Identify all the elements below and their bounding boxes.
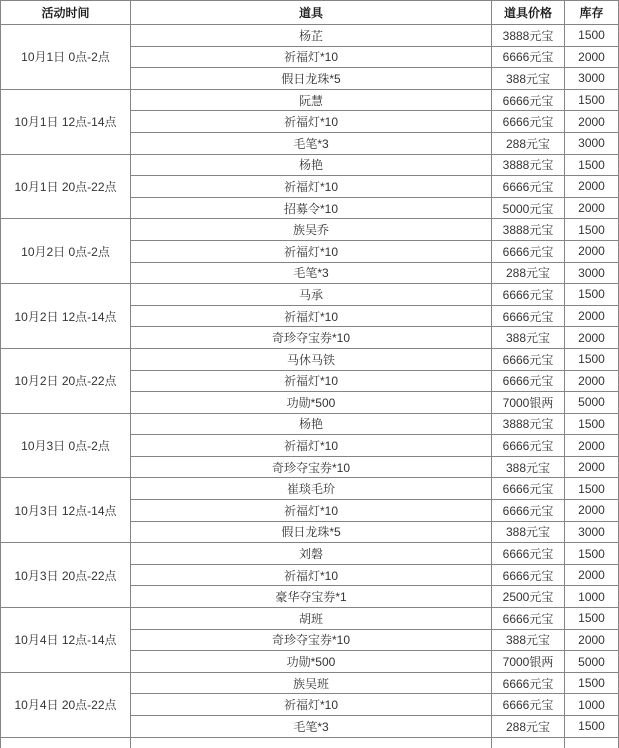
price-cell: 6666元宝 <box>492 89 565 111</box>
stock-cell: 2000 <box>565 564 619 586</box>
price-cell: 6666元宝 <box>492 478 565 500</box>
item-cell: 祈福灯*10 <box>131 435 492 457</box>
stock-cell: 2000 <box>565 240 619 262</box>
time-cell: 10月1日 12点-14点 <box>1 89 131 154</box>
time-cell: 10月4日 12点-14点 <box>1 608 131 673</box>
item-cell: 崔琰毛玠 <box>131 478 492 500</box>
time-cell: 10月2日 20点-22点 <box>1 348 131 413</box>
time-cell: 10月3日 0点-2点 <box>1 413 131 478</box>
price-cell: 388元宝 <box>492 629 565 651</box>
item-cell: 假日龙珠*5 <box>131 68 492 90</box>
item-cell: 杨芷 <box>131 25 492 47</box>
price-cell: 6666元宝 <box>492 672 565 694</box>
column-header-item-price: 道具价格 <box>492 1 565 25</box>
price-cell: 2500元宝 <box>492 586 565 608</box>
item-cell: 毛笔*3 <box>131 716 492 738</box>
price-cell: 5000元宝 <box>492 197 565 219</box>
price-cell: 388元宝 <box>492 456 565 478</box>
stock-cell: 2000 <box>565 629 619 651</box>
item-cell: 毛笔*3 <box>131 262 492 284</box>
table-row <box>1 89 619 111</box>
item-cell: 祈福灯*10 <box>131 176 492 198</box>
price-cell: 3888元宝 <box>492 219 565 241</box>
stock-cell: 2000 <box>565 197 619 219</box>
stock-cell: 1000 <box>565 586 619 608</box>
stock-cell: 1500 <box>565 25 619 47</box>
table-row-partial <box>1 737 619 748</box>
stock-cell: 3000 <box>565 68 619 90</box>
table-row <box>1 154 619 176</box>
item-cell: 杨艳 <box>131 154 492 176</box>
item-cell: 杨艳 <box>131 413 492 435</box>
item-cell: 祈福灯*10 <box>131 564 492 586</box>
price-cell: 6666元宝 <box>492 284 565 306</box>
stock-cell: 2000 <box>565 327 619 349</box>
table-row <box>1 543 619 565</box>
price-cell: 6666元宝 <box>492 608 565 630</box>
table-row <box>1 348 619 370</box>
item-cell: 功勋*500 <box>131 392 492 414</box>
item-cell: 毛笔*3 <box>131 132 492 154</box>
stock-cell: 1500 <box>565 608 619 630</box>
item-cell: 马承 <box>131 284 492 306</box>
item-cell: 祈福灯*10 <box>131 46 492 68</box>
stock-cell: 1500 <box>565 716 619 738</box>
stock-cell: 2000 <box>565 46 619 68</box>
column-header-item: 道具 <box>131 1 492 25</box>
stock-cell: 1500 <box>565 413 619 435</box>
item-cell: 祈福灯*10 <box>131 500 492 522</box>
price-cell: 388元宝 <box>492 327 565 349</box>
stock-cell: 1500 <box>565 348 619 370</box>
stock-cell <box>565 737 619 748</box>
price-cell <box>492 737 565 748</box>
time-cell: 10月1日 0点-2点 <box>1 25 131 90</box>
item-cell: 马休马铁 <box>131 348 492 370</box>
price-cell: 6666元宝 <box>492 176 565 198</box>
stock-cell: 2000 <box>565 500 619 522</box>
price-cell: 288元宝 <box>492 262 565 284</box>
time-cell: 10月1日 20点-22点 <box>1 154 131 219</box>
stock-cell: 1500 <box>565 672 619 694</box>
item-cell: 祈福灯*10 <box>131 694 492 716</box>
table-row <box>1 284 619 306</box>
stock-cell: 5000 <box>565 392 619 414</box>
stock-cell: 1500 <box>565 89 619 111</box>
table-row <box>1 478 619 500</box>
price-cell: 6666元宝 <box>492 435 565 457</box>
stock-cell: 2000 <box>565 370 619 392</box>
stock-cell: 2000 <box>565 111 619 133</box>
item-cell: 刘磐 <box>131 543 492 565</box>
price-cell: 6666元宝 <box>492 111 565 133</box>
price-cell: 6666元宝 <box>492 46 565 68</box>
time-cell: 10月3日 20点-22点 <box>1 543 131 608</box>
price-cell: 6666元宝 <box>492 240 565 262</box>
table-row <box>1 608 619 630</box>
price-cell: 6666元宝 <box>492 500 565 522</box>
stock-cell: 2000 <box>565 176 619 198</box>
stock-cell: 1500 <box>565 543 619 565</box>
item-cell: 豪华夺宝券*1 <box>131 586 492 608</box>
item-cell <box>131 737 492 748</box>
item-cell: 招募令*10 <box>131 197 492 219</box>
table-row <box>1 672 619 694</box>
item-cell: 祈福灯*10 <box>131 370 492 392</box>
price-cell: 7000银两 <box>492 392 565 414</box>
price-cell: 6666元宝 <box>492 543 565 565</box>
price-cell: 6666元宝 <box>492 370 565 392</box>
price-cell: 7000银两 <box>492 651 565 673</box>
stock-cell: 3000 <box>565 262 619 284</box>
item-cell: 族吴乔 <box>131 219 492 241</box>
time-cell: 10月2日 0点-2点 <box>1 219 131 284</box>
stock-cell: 1500 <box>565 154 619 176</box>
price-cell: 388元宝 <box>492 521 565 543</box>
item-cell: 奇珍夺宝券*10 <box>131 629 492 651</box>
item-cell: 祈福灯*10 <box>131 305 492 327</box>
price-cell: 6666元宝 <box>492 305 565 327</box>
stock-cell: 1500 <box>565 284 619 306</box>
stock-cell: 2000 <box>565 305 619 327</box>
price-cell: 6666元宝 <box>492 348 565 370</box>
item-cell: 胡班 <box>131 608 492 630</box>
stock-cell: 3000 <box>565 132 619 154</box>
time-cell: 10月2日 12点-14点 <box>1 284 131 349</box>
table-row <box>1 25 619 47</box>
stock-cell: 2000 <box>565 456 619 478</box>
price-cell: 288元宝 <box>492 132 565 154</box>
stock-cell: 3000 <box>565 521 619 543</box>
stock-cell: 1500 <box>565 219 619 241</box>
item-cell: 奇珍夺宝券*10 <box>131 456 492 478</box>
table-row <box>1 219 619 241</box>
stock-cell: 5000 <box>565 651 619 673</box>
item-cell: 奇珍夺宝券*10 <box>131 327 492 349</box>
item-cell: 假日龙珠*5 <box>131 521 492 543</box>
price-cell: 388元宝 <box>492 68 565 90</box>
stock-cell: 1000 <box>565 694 619 716</box>
header-row <box>1 1 619 25</box>
item-cell: 阮慧 <box>131 89 492 111</box>
table-row <box>1 413 619 435</box>
item-cell: 祈福灯*10 <box>131 111 492 133</box>
item-cell: 功勋*500 <box>131 651 492 673</box>
item-cell: 祈福灯*10 <box>131 240 492 262</box>
price-cell: 3888元宝 <box>492 154 565 176</box>
item-cell: 族吴班 <box>131 672 492 694</box>
time-cell <box>1 737 131 748</box>
time-cell: 10月3日 12点-14点 <box>1 478 131 543</box>
price-cell: 3888元宝 <box>492 413 565 435</box>
table-body <box>1 25 619 748</box>
price-cell: 288元宝 <box>492 716 565 738</box>
stock-cell: 2000 <box>565 435 619 457</box>
price-cell: 3888元宝 <box>492 25 565 47</box>
column-header-activity-time: 活动时间 <box>1 1 131 25</box>
column-header-stock: 库存 <box>565 1 619 25</box>
time-cell: 10月4日 20点-22点 <box>1 672 131 737</box>
price-cell: 6666元宝 <box>492 694 565 716</box>
price-cell: 6666元宝 <box>492 564 565 586</box>
stock-cell: 1500 <box>565 478 619 500</box>
